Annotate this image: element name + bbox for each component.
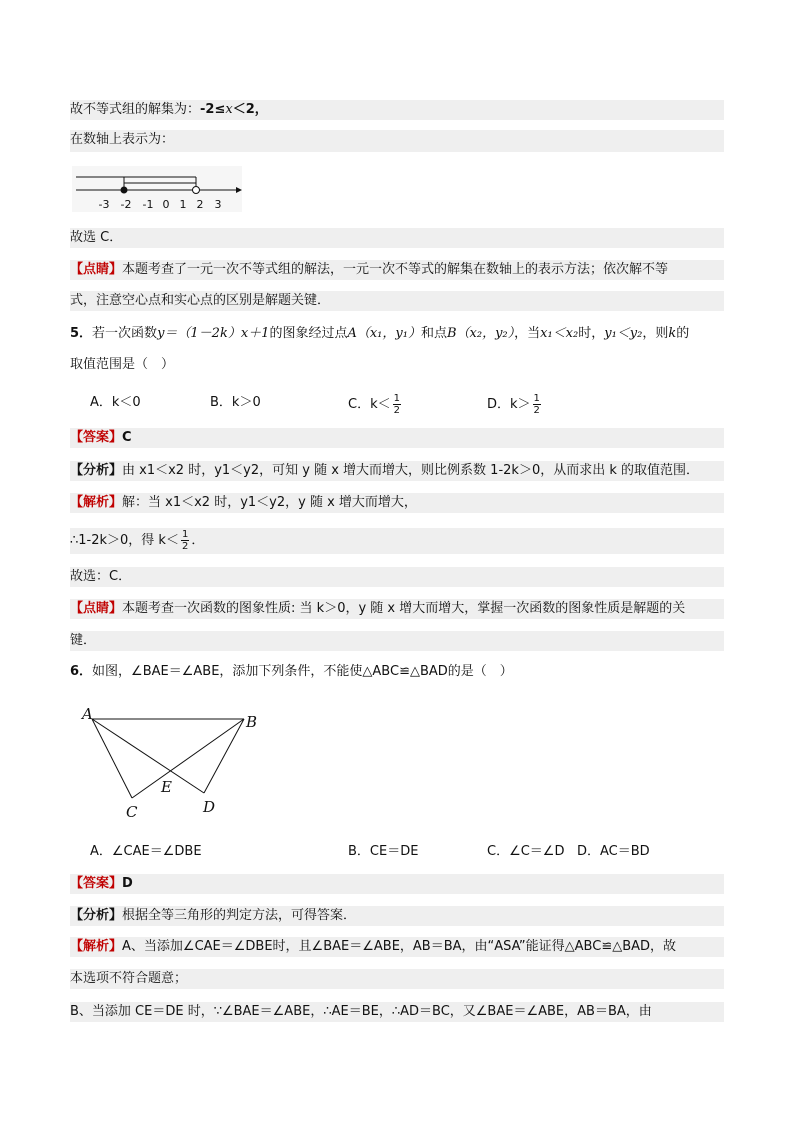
solution-tag: 【解析】	[70, 939, 123, 954]
segment-ad	[92, 719, 204, 793]
text: 由 x1＜x2 时，y1＜y2，可知 y 随 x 增大而增大，则比例系数 1-2k＞0，从而求出 k 的取值范围．	[122, 463, 700, 478]
text: 取值范围是（ ）	[70, 357, 175, 372]
q5-analysis	[70, 461, 724, 481]
comment-line-2	[70, 291, 724, 311]
text: ，则	[642, 326, 669, 341]
text: B、当添加 CE＝DE 时，∵∠BAE＝∠ABE，∴AE＝BE，∴AD＝BC，又∠BAE＝∠ABE，AB＝BA，由	[70, 1004, 652, 1019]
tick-label: 2	[196, 198, 204, 211]
text: 如图，∠BAE＝∠ABE，添加下列条件，不能使△ABC≌△BAD的是（ ）	[92, 664, 513, 679]
comment-line-1	[70, 260, 724, 280]
text: 键．	[70, 633, 97, 648]
text: 本题考查一次函数的图象性质: 当 k＞0，y 随 x 增大而增大，掌握一次函数的图象性质是解题的关	[122, 601, 686, 616]
analysis-tag: 【分析】	[70, 463, 123, 478]
analysis-tag: 【分析】	[70, 908, 123, 923]
q5-comment-line-2	[70, 631, 724, 651]
q6-option-b[interactable]	[348, 842, 418, 862]
answer-value: C	[122, 430, 132, 445]
q5-solution-line-3	[70, 567, 724, 587]
text: x	[225, 102, 233, 117]
fraction-half	[181, 529, 189, 552]
formula: x₁＜x₂	[540, 326, 579, 341]
triangle-svg	[76, 700, 266, 825]
hollow-point	[193, 187, 200, 194]
text: ＜2，	[232, 102, 268, 117]
segment-bd	[204, 719, 244, 793]
fraction-half	[393, 393, 401, 416]
q5-answer	[70, 428, 724, 448]
numerator: 1	[533, 393, 540, 404]
text: 故不等式组的解集为：	[70, 102, 201, 117]
solution-tag: 【解析】	[70, 495, 123, 510]
q5-option-d[interactable]	[487, 393, 543, 416]
triangle-figure	[76, 700, 266, 825]
vertex-label-b: B	[246, 713, 258, 731]
vertex-label-c: C	[126, 803, 138, 821]
numberline-intro	[70, 130, 724, 152]
question-number: 5．	[70, 326, 93, 341]
tick-label: -3	[98, 198, 110, 211]
option-text: C．∠C＝∠D	[487, 844, 565, 859]
formula: y₁＜y₂	[604, 326, 643, 341]
q5-option-a[interactable]	[90, 393, 141, 413]
number-line-svg	[72, 166, 242, 212]
q6-option-d[interactable]	[577, 842, 650, 862]
q5-solution-line-1	[70, 493, 724, 513]
fraction-half	[533, 393, 541, 416]
text: 根据全等三角形的判定方法，可得答案．	[122, 908, 357, 923]
q5-solution-line-2	[70, 528, 724, 554]
text: 式，注意空心点和实心点的区别是解题关键．	[70, 293, 331, 308]
answer-value: D	[122, 876, 133, 891]
q5-comment-line-1	[70, 599, 724, 619]
q5-option-b[interactable]	[210, 393, 261, 413]
question-6-line	[70, 662, 724, 682]
text: 时，	[578, 326, 605, 341]
option-text: B．k＞0	[210, 395, 261, 410]
denominator: 2	[533, 405, 540, 416]
numerator: 1	[181, 529, 189, 540]
vertex-label-d: D	[203, 798, 216, 816]
q6-option-a[interactable]	[90, 842, 202, 862]
option-text: A．∠CAE＝∠DBE	[90, 844, 202, 859]
option-text: D．k＞	[487, 397, 531, 412]
answer-tag: 【答案】	[70, 430, 123, 445]
option-text: D．AC＝BD	[577, 844, 650, 859]
text: A、当添加∠CAE＝∠DBE时，且∠BAE＝∠ABE，AB＝BA，由“ASA”能证得△ABC≌△BAD，故	[122, 939, 677, 954]
tick-label: -2	[120, 198, 132, 211]
solution-set-line	[70, 100, 724, 120]
tick-label: 0	[162, 198, 170, 211]
tick-label: 3	[214, 198, 222, 211]
q6-option-c[interactable]	[487, 842, 564, 862]
number-line-figure	[72, 166, 242, 212]
option-text: B．CE＝DE	[348, 844, 419, 859]
text: ∴1-2k＞0，得 k＜	[70, 533, 179, 548]
text: 的图象经过点	[269, 326, 348, 341]
comment-tag: 【点睛】	[70, 601, 123, 616]
tick-label: -1	[142, 198, 154, 211]
question-5-line-1	[70, 324, 724, 344]
denominator: 2	[181, 541, 189, 552]
text: 在数轴上表示为：	[70, 132, 175, 147]
text: 故选 C．	[70, 230, 123, 245]
segment-bc	[132, 719, 244, 798]
q6-analysis	[70, 906, 724, 926]
question-number: 6．	[70, 664, 93, 679]
text: 的	[676, 326, 690, 341]
q5-option-c[interactable]	[348, 393, 403, 416]
q6-solution-line-3	[70, 1002, 724, 1022]
q6-solution-line-2	[70, 969, 724, 989]
option-text: C．k＜	[348, 397, 391, 412]
text: 和点	[420, 326, 447, 341]
choice-line	[70, 228, 724, 248]
comment-tag: 【点睛】	[70, 262, 123, 277]
text: ．	[191, 533, 205, 548]
tick-label: 1	[179, 198, 187, 211]
arrow-head	[236, 187, 242, 193]
point-a: A（x₁，y₁）	[347, 326, 421, 341]
vertex-label-a: A	[82, 705, 93, 723]
point-label-e: E	[161, 778, 172, 796]
point-b: B（x₂，y₂）	[446, 326, 515, 341]
formula: y＝（1－2k）x＋1	[157, 326, 270, 341]
denominator: 2	[393, 405, 400, 416]
q6-answer	[70, 874, 724, 894]
text: 若一次函数	[92, 326, 158, 341]
q6-solution-line-1	[70, 937, 724, 957]
text: 本题考查了一元一次不等式组的解法，一元一次不等式的解集在数轴上的表示方法；依次解不等	[122, 262, 669, 277]
text: 本选项不符合题意；	[70, 971, 188, 986]
question-5-line-2	[70, 355, 724, 375]
text: -2≤	[200, 102, 226, 117]
text: 解：当 x1＜x2 时，y1＜y2，y 随 x 增大而增大，	[122, 495, 417, 510]
solid-point	[121, 187, 128, 194]
option-text: A．k＜0	[90, 395, 141, 410]
answer-tag: 【答案】	[70, 876, 123, 891]
formula: k	[668, 326, 677, 341]
text: 故选：C．	[70, 569, 132, 584]
text: ，当	[514, 326, 541, 341]
numerator: 1	[393, 393, 400, 404]
segment-ac	[92, 719, 132, 798]
